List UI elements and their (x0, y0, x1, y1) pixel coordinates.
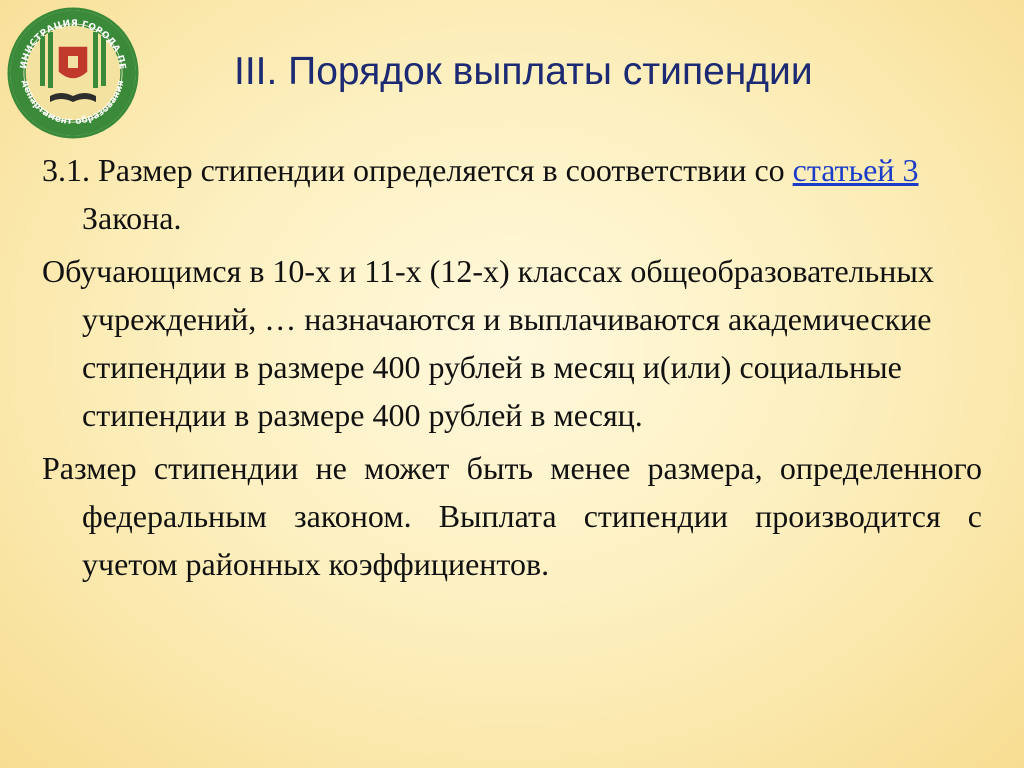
slide-body (42, 146, 982, 593)
paragraph-3-1-tail: Закона. (82, 200, 182, 236)
logo-ring-bottom-text: департамент образования (19, 78, 127, 128)
slide-title: III. Порядок выплаты стипендии (234, 50, 813, 93)
paragraph-3-1 (42, 146, 982, 242)
paragraph-students-stipend: Обучающимся в 10-х и 11-х (12-х) классах общеобразовательных учреждений, … назначаются и выплачиваются академические стипендии в размере 400 рублей в месяц и(или) социальные стипендии в размере 400 рублей в месяц. (42, 253, 934, 433)
department-emblem-logo (6, 6, 140, 140)
article-3-link[interactable]: статьей 3 (792, 152, 919, 188)
paragraph-minimum-amount: Размер стипендии не может быть менее размера, определенного федеральным законом. Выплата стипендии производится с учетом районных коэффициентов. (42, 450, 982, 582)
logo-ring-top-text: ИНИСТРАЦИЯ ГОРОДА ПЕ (19, 18, 127, 71)
paragraph-3-1-text: 3.1. Размер стипендии определяется в соответствии со (42, 152, 793, 188)
